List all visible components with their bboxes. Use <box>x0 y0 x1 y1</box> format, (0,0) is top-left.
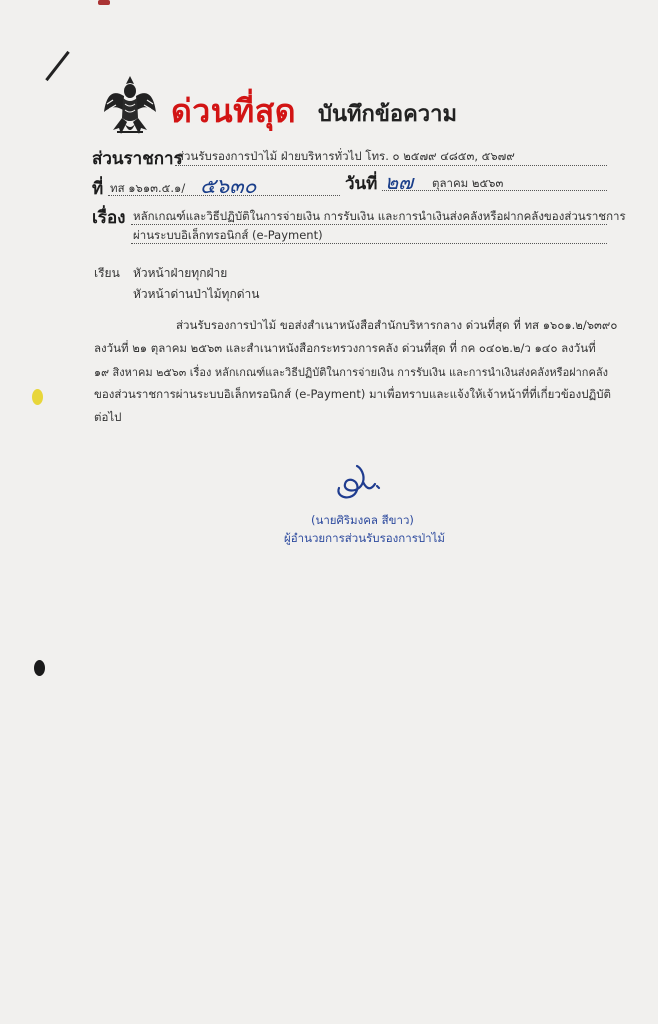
urgency-label: ด่วนที่สุด <box>171 92 297 130</box>
reference-number-handwritten: ๕๖๓๐ <box>200 174 257 198</box>
punch-hole-mark <box>34 660 45 676</box>
body-line: ของส่วนราชการผ่านระบบอิเล็กทรอนิกส์ (e-Payment) มาเพื่อทราบและแจ้งให้เจ้าหน้าที่ที่เกี่ยวข้องปฏิบัติ <box>94 387 611 401</box>
subject-label: เรื่อง <box>92 208 126 228</box>
handwritten-signature <box>333 458 389 502</box>
body-line: ๑๙ สิงหาคม ๒๕๖๓ เรื่อง หลักเกณฑ์และวิธีปฏิบัติในการจ่ายเงิน การรับเงิน และการนำเงินส่งคลังหรือฝากคลัง <box>94 366 608 379</box>
reference-prefix: ทส ๑๖๑๓.๕.๑/ <box>110 181 186 195</box>
garuda-emblem-icon <box>103 74 157 138</box>
subject-line-2: ผ่านระบบอิเล็กทรอนิกส์ (e-Payment) <box>133 228 323 242</box>
subject-underline-2 <box>131 243 607 244</box>
salutation-label: เรียน <box>94 266 120 280</box>
punch-hole-mark <box>32 389 43 405</box>
subject-underline-1 <box>131 224 607 225</box>
salutation-recipient-1: หัวหน้าฝ่ายทุกฝ่าย <box>133 266 228 280</box>
agency-label: ส่วนราชการ <box>92 149 183 169</box>
body-line: ส่วนรับรองการป่าไม้ ขอส่งสำเนาหนังสือสำนักบริหารกลาง ด่วนที่สุด ที่ ทส ๑๖๐๑.๒/๖๓๙๐ <box>176 318 618 332</box>
reference-underline <box>108 195 340 196</box>
paper-mark <box>98 0 110 5</box>
salutation-recipient-2: หัวหน้าด่านป่าไม้ทุกด่าน <box>133 287 260 301</box>
reference-label: ที่ <box>92 179 104 199</box>
body-line: ต่อไป <box>94 410 122 424</box>
body-line: ลงวันที่ ๒๑ ตุลาคม ๒๕๖๓ และสำเนาหนังสือกระทรวงการคลัง ด่วนที่สุด ที่ กค ๐๔๐๒.๒/ว ๑๔๐ ลงวันที่ <box>94 341 596 355</box>
memo-title: บันทึกข้อความ <box>318 102 458 127</box>
agency-value: ส่วนรับรองการป่าไม้ ฝ่ายบริหารทั่วไป โทร. ๐ ๒๕๗๙ ๔๘๕๓, ๕๖๗๙ <box>177 149 515 163</box>
date-label: วันที่ <box>345 174 378 194</box>
subject-line-1: หลักเกณฑ์และวิธีปฏิบัติในการจ่ายเงิน การรับเงิน และการนำเงินส่งคลังหรือฝากคลังของส่วนราชการ <box>133 209 626 223</box>
date-day-handwritten: ๒๗ <box>385 170 414 194</box>
signatory-name: (นายศิริมงคล สีขาว) <box>311 513 414 527</box>
date-underline <box>382 190 607 191</box>
date-month-year: ตุลาคม ๒๕๖๓ <box>432 176 504 190</box>
handwritten-slash-mark <box>45 51 70 81</box>
signatory-position: ผู้อำนวยการส่วนรับรองการป่าไม้ <box>284 531 445 545</box>
